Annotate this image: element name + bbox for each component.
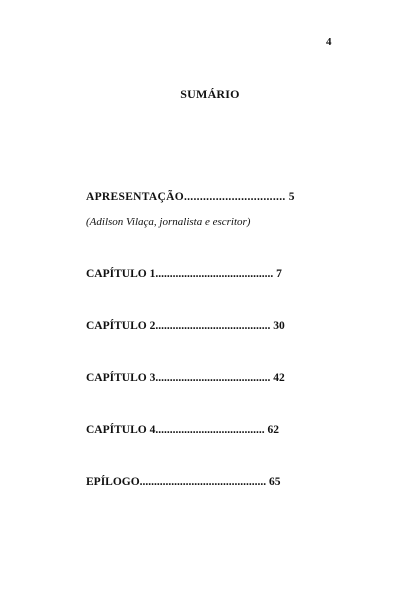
page-number: 4 — [326, 36, 332, 48]
toc-entry-capitulo-3: CAPÍTULO 3........................................ 42 — [86, 372, 285, 384]
toc-entry-capitulo-4: CAPÍTULO 4...................................... 62 — [86, 424, 279, 436]
toc-entry-capitulo-2: CAPÍTULO 2........................................ 30 — [86, 320, 285, 332]
toc-entry-apresentacao-subtitle: (Adilson Vilaça, jornalista e escritor) — [86, 216, 251, 228]
toc-entry-capitulo-1: CAPÍTULO 1......................................... 7 — [86, 268, 282, 280]
toc-entry-apresentacao: APRESENTAÇÃO................................ 5 — [86, 191, 295, 203]
toc-entry-epilogo: EPÍLOGO............................................ 65 — [86, 476, 281, 488]
page-title: SUMÁRIO — [180, 87, 240, 101]
